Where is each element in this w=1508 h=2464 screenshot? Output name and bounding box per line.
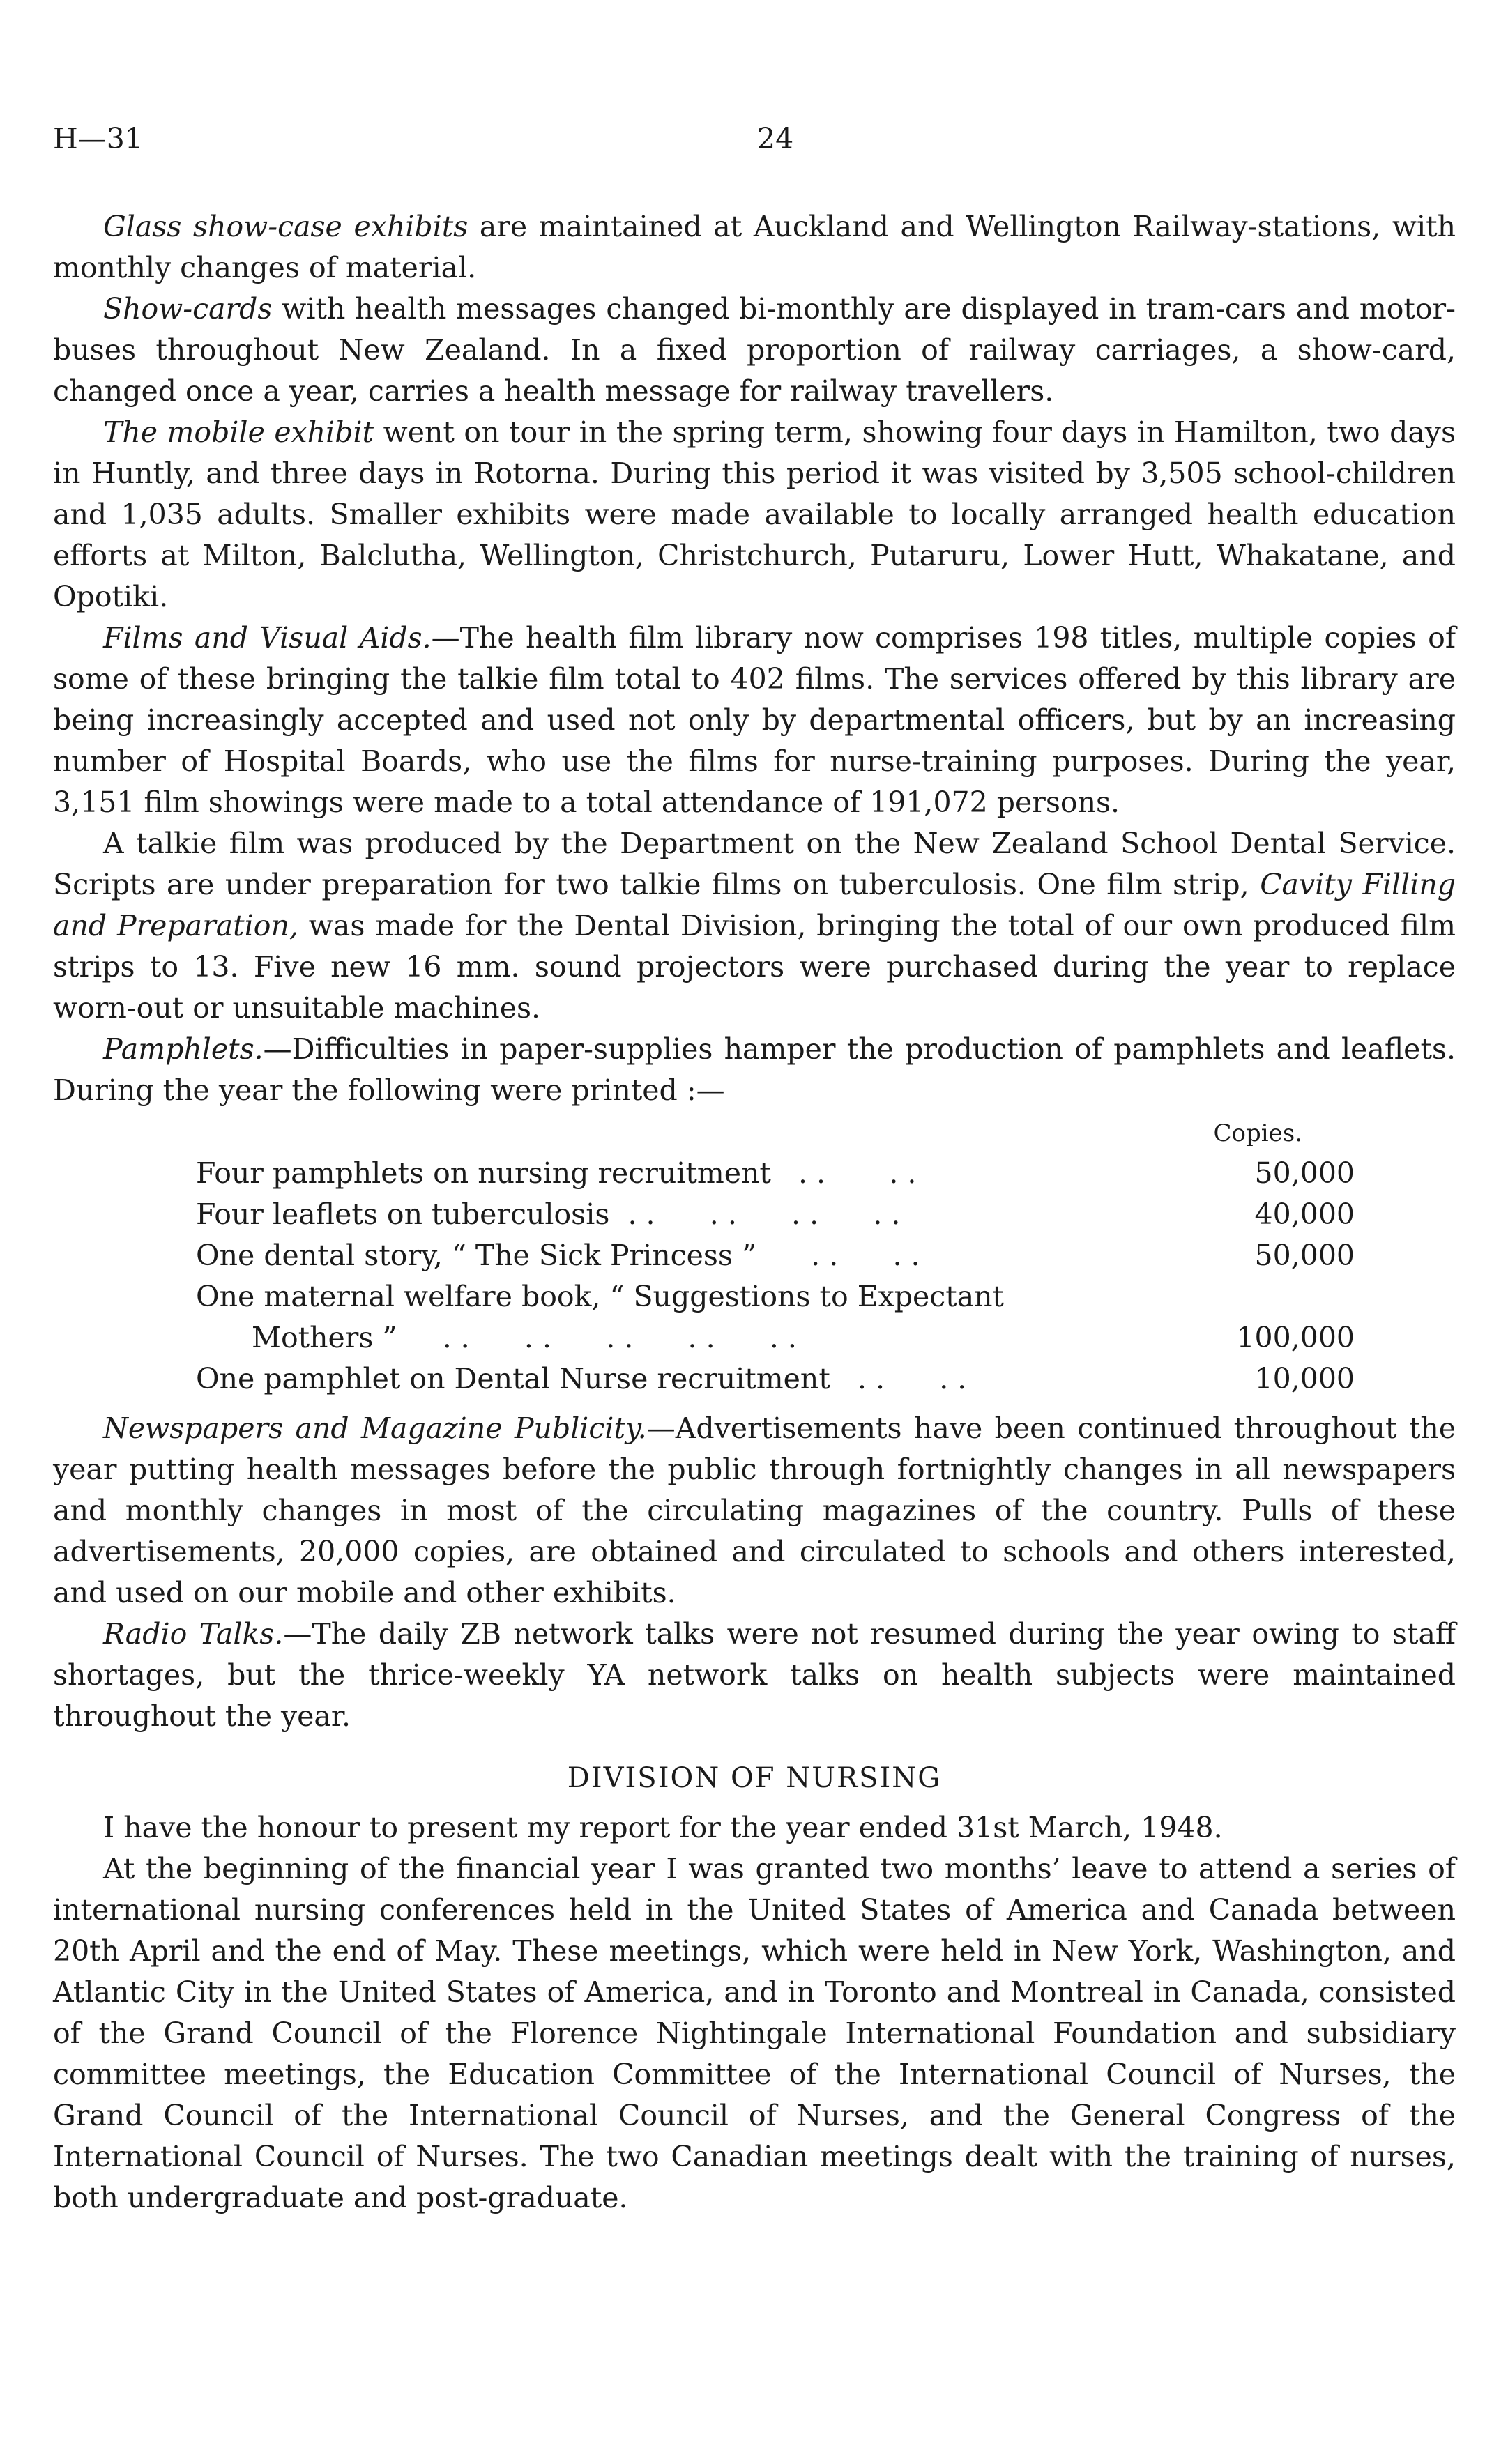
paragraph-lead: Radio Talks.	[103, 1617, 284, 1651]
item-copies: 50,000	[1254, 1156, 1355, 1190]
paragraph-text: —Difficulties in paper-supplies hamper the production of pamphlets and leaflets. During the year the following were printed :—	[53, 1032, 1456, 1107]
paragraph-text: with health messages changed bi-monthly are displayed in tram-cars and motor-buses throughout New Zealand. In a fixed proportion of railway carriages, a show-card, changed once a year, carries a health message for railway travellers.	[53, 292, 1456, 408]
table-row	[196, 1317, 1355, 1359]
item-copies: 50,000	[1254, 1239, 1355, 1272]
running-head	[53, 118, 1455, 160]
item-copies: 10,000	[1254, 1362, 1355, 1395]
paragraph-lead: Glass show-case exhibits	[103, 210, 469, 243]
item-copies: 40,000	[1254, 1197, 1355, 1231]
report-reference: H—31	[53, 122, 143, 155]
paragraph-lead: Films and Visual Aids.	[103, 621, 432, 655]
paragraph-text: —The health film library now comprises 198 titles, multiple copies of some of these bringing the talkie film total to 402 films. The services offered by this library are being increasingly accepted and used not only by departmental officers, but by an increasing number of Hospital Boards, who use the films for nurse-training purposes. During the year, 3,151 film showings were made to a total attendance of 191,072 persons.	[53, 621, 1456, 819]
item-label: Four pamphlets on nursing recruitment . . . .	[196, 1156, 917, 1190]
paragraph-text: was made for the Dental Division, bringing the total of our own produced film strips to 13. Five new 16 mm. sound projectors were purchased during the year to replace worn-out or unsuitable machines.	[53, 909, 1456, 1025]
paragraph-conferences: At the beginning of the financial year I was granted two months’ leave to attend a series of international nursing conferences held in the United States of America and Canada between 20th April and the end of May. These meetings, which were held in New York, Washington, and Atlantic City in the United States of America, and in Toronto and Montreal in Canada, consisted of the Grand Council of the Florence Nightingale International Foundation and subsidiary committee meetings, the Education Committee of the International Council of Nurses, the Grand Council of the International Council of Nurses, and the General Congress of the International Council of Nurses. The two Canadian meetings dealt with the training of nurses, both undergraduate and post-graduate.	[53, 1852, 1456, 2214]
paragraph-radio-talks	[53, 1614, 1456, 1737]
paragraph-mobile-exhibit	[53, 412, 1456, 618]
paragraph-show-cards	[53, 289, 1456, 412]
printed-materials-list	[53, 1114, 1456, 1400]
item-label: One maternal welfare book, “ Suggestions to Expectant	[196, 1280, 1005, 1313]
paragraph-pamphlets	[53, 1029, 1456, 1111]
item-label: One pamphlet on Dental Nurse recruitment . . . .	[196, 1362, 967, 1395]
film-strip-title: Cavity Filling and Preparation,	[53, 868, 1456, 942]
paragraph-lead: The mobile exhibit	[103, 415, 374, 449]
paragraph-text: —The daily ZB network talks were not resumed during the year owing to staff shortages, but the thrice-weekly YA network talks on health subjects were maintained throughout the year.	[53, 1617, 1456, 1733]
leader-dots: . . . .	[830, 1362, 967, 1395]
paragraph-text: went on tour in the spring term, showing four days in Hamilton, two days in Huntly, and three days in Rotorna. During this period it was visited by 3,505 school-children and 1,035 adults. Smaller exhibits were made available to locally arranged health education efforts at Milton, Balclutha, Wellington, Christchurch, Putaruru, Lower Hutt, Whakatane, and Opotiki.	[53, 415, 1456, 613]
table-row	[196, 1194, 1355, 1235]
table-row	[196, 1276, 1355, 1317]
paragraph-lead: Pamphlets.	[103, 1032, 264, 1066]
paragraph-newspapers	[53, 1408, 1456, 1614]
leader-dots: . . . . . . . . . .	[397, 1321, 797, 1354]
item-label: Mothers ” . . . . . . . . . .	[252, 1321, 797, 1354]
leader-dots: . . . . . . . .	[609, 1197, 901, 1231]
paragraph-text: A talkie film was produced by the Department on the New Zealand School Dental Service. Scripts are under preparation for two talkie films on tuberculosis. One film strip,	[53, 827, 1456, 901]
leader-dots: . . . .	[770, 1156, 917, 1190]
paragraph-films-visual-aids	[53, 618, 1456, 823]
paragraph-talkie-film	[53, 823, 1456, 1029]
section-heading-division-of-nursing: DIVISION OF NURSING	[567, 1762, 942, 1794]
item-label: One dental story, “ The Sick Princess ” . . . .	[196, 1239, 920, 1272]
paragraph-lead: Newspapers and Magazine Publicity.	[103, 1411, 647, 1445]
printed-materials-table	[196, 1153, 1355, 1400]
paragraph-text: are maintained at Auckland and Wellington Railway-stations, with monthly changes of material.	[53, 210, 1456, 284]
paragraph-report-intro: I have the honour to present my report for the year ended 31st March, 1948.	[103, 1811, 1223, 1844]
item-copies	[1162, 1276, 1355, 1317]
leader-dots: . . . .	[756, 1239, 920, 1272]
item-label: Four leaflets on tuberculosis . . . . . . . .	[196, 1197, 901, 1231]
copies-column-header: Copies.	[1213, 1119, 1302, 1147]
body-text	[53, 206, 1456, 2219]
paragraph-text: —Advertisements have been continued throughout the year putting health messages before the public through fortnightly changes in all newspapers and monthly changes in most of the circulating magazines of the country. Pulls of these advertisements, 20,000 copies, are obtained and circulated to schools and others interested, and used on our mobile and other exhibits.	[53, 1411, 1456, 1609]
table-row	[196, 1235, 1355, 1276]
table-row	[196, 1153, 1355, 1194]
page-number: 24	[757, 122, 794, 155]
paragraph-lead: Show-cards	[103, 292, 273, 326]
paragraph-glass-show-case	[53, 206, 1456, 289]
item-copies: 100,000	[1236, 1321, 1355, 1354]
table-row	[196, 1359, 1355, 1400]
